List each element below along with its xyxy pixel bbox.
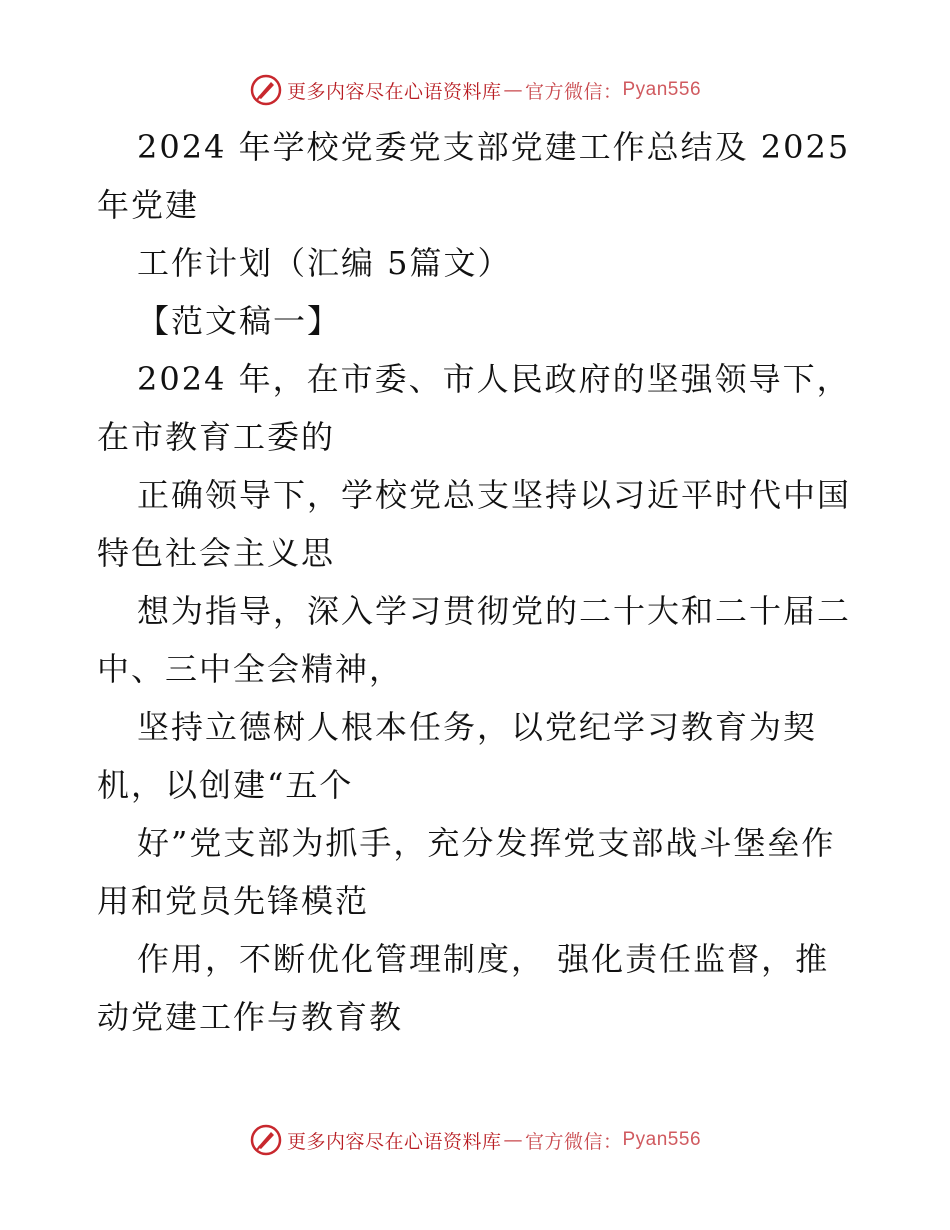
- text-line: 机，以创建“五个: [97, 766, 354, 804]
- text-line: 用和党员先锋模范: [97, 882, 370, 920]
- footer-watermark: [0, 1120, 950, 1160]
- text-line: 特色社会主义思: [97, 534, 336, 572]
- watermark-main-text: 更多内容尽在心语资料库: [286, 1130, 502, 1153]
- header-watermark: [0, 70, 950, 110]
- watermark-wechat-label: 官方微信：: [524, 80, 623, 103]
- text-line: 2024 年学校党委党支部党建工作总结及 2025: [137, 128, 851, 166]
- text-line: 年党建: [97, 186, 200, 224]
- text-line: 动党建工作与教育教: [97, 998, 404, 1036]
- watermark-separator: —: [503, 1129, 523, 1151]
- text-line: 工作计划（汇编 5篇文）: [137, 244, 512, 282]
- watermark-main-text: 更多内容尽在心语资料库: [286, 80, 502, 103]
- text-line: 在市教育工委的: [97, 418, 336, 456]
- document-body: [97, 118, 877, 1046]
- watermark-separator: —: [503, 79, 523, 101]
- text-line: 坚持立德树人根本任务，以党纪学习教育为契: [137, 708, 818, 746]
- text-line: 好”党支部为抓手，充分发挥党支部战斗堡垒作: [137, 824, 836, 862]
- quill-logo-icon: [249, 73, 283, 107]
- text-line: 2024 年，在市委、市人民政府的坚强领导下，: [137, 360, 851, 398]
- quill-logo-icon: [249, 1123, 283, 1157]
- watermark-wechat-id: Pyan556: [622, 1129, 702, 1150]
- text-line: 作用，不断优化管理制度， 强化责任监督，推: [137, 940, 830, 978]
- text-line: 正确领导下，学校党总支坚持以习近平时代中国: [137, 476, 852, 514]
- text-line: 想为指导，深入学习贯彻党的二十大和二十届二: [137, 592, 852, 630]
- text-line: 中、三中全会精神，: [97, 650, 404, 688]
- section-heading: 【范文稿一】: [137, 302, 342, 340]
- watermark-wechat-id: Pyan556: [622, 79, 702, 100]
- watermark-wechat-label: 官方微信：: [524, 1130, 623, 1153]
